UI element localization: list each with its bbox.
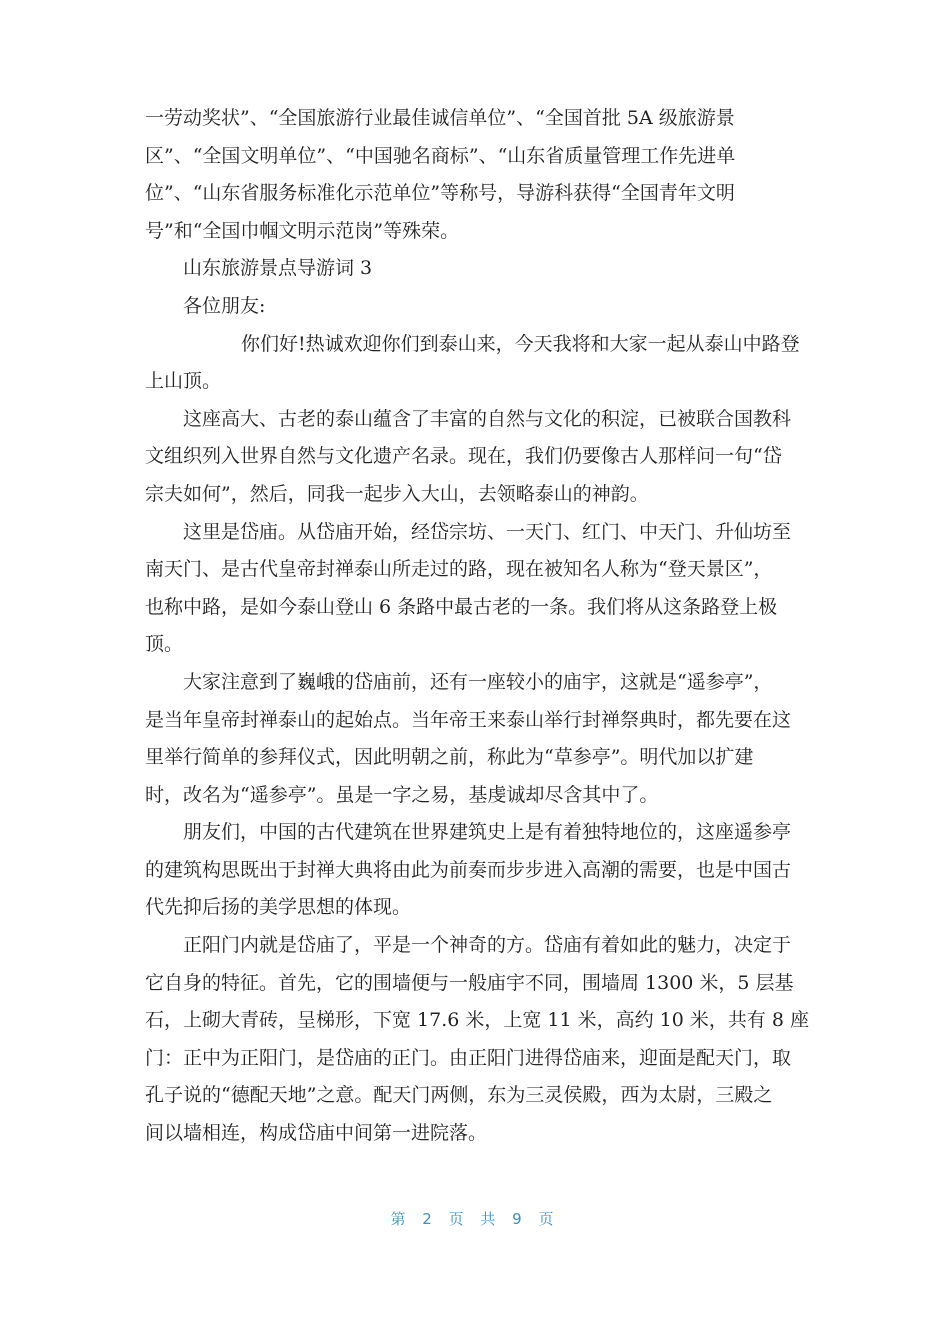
text-line: 也称中路，是如今泰山登山 6 条路中最古老的一条。我们将从这条路登上极 — [145, 595, 778, 618]
text-line: 一劳动奖状”、“全国旅游行业最佳诚信单位”、“全国首批 5A 级旅游景 — [145, 107, 735, 129]
text-line: 时，改名为“遥参亭”。虽是一字之易，基虔诚却尽含其中了。 — [145, 783, 659, 806]
text-line: 孔子说的“德配天地”之意。配天门两侧，东为三灵侯殿，西为太尉，三殿之 — [145, 1084, 773, 1107]
page-number-footer: 第 2 页 共 9 页 — [390, 1210, 560, 1228]
text-line: 间以墙相连，构成岱庙中间第一进院落。 — [145, 1122, 488, 1145]
text-line: 它自身的特征。首先，它的围墙便与一般庙宇不同，围墙周 1300 米，5 层基 — [145, 971, 794, 994]
text-line: 位”、“山东省服务标准化示范单位”等称号，导游科获得“全国青年文明 — [145, 182, 735, 205]
text-line: 上山顶。 — [145, 370, 222, 393]
body-text — [145, 100, 810, 1153]
text-line: 你们好!热诚欢迎你们到泰山来，今天我将和大家一起从泰山中路登 — [241, 332, 800, 355]
text-line: 宗夫如何”，然后，同我一起步入大山，去领略泰山的神韵。 — [145, 482, 649, 505]
text-line: 是当年皇帝封禅泰山的起始点。当年帝王来泰山举行封禅祭典时，都先要在这 — [145, 708, 792, 731]
text-line: 正阳门内就是岱庙了，平是一个神奇的方。岱庙有着如此的魅力，决定于 — [183, 934, 792, 957]
text-line: 顶。 — [145, 633, 184, 656]
text-line: 南天门、是古代皇帝封禅泰山所走过的路，现在被知名人称为“登天景区”， — [145, 558, 773, 581]
text-line: 文组织列入世界自然与文化遗产名录。现在，我们仍要像古人那样问一句“岱 — [145, 445, 782, 468]
text-line: 的建筑构思既出于封禅大典将由此为前奏而步步进入高潮的需要，也是中国古 — [145, 858, 792, 881]
text-line: 门：正中为正阳门，是岱庙的正门。由正阳门进得岱庙来，迎面是配天门，取 — [145, 1046, 792, 1069]
text-line: 代先抑后扬的美学思想的体现。 — [145, 896, 412, 919]
text-line: 这里是岱庙。从岱庙开始，经岱宗坊、一天门、红门、中天门、升仙坊至 — [183, 520, 792, 543]
section-title: 山东旅游景点导游词 3 — [183, 257, 373, 280]
text-line: 里举行简单的参拜仪式，因此明朝之前，称此为“草参亭”。明代加以扩建 — [145, 746, 754, 769]
greeting: 各位朋友: — [183, 294, 266, 317]
text-line: 石，上砌大青砖，呈梯形，下宽 17.6 米，上宽 11 米，高约 10 米，共有 8 座 — [145, 1009, 810, 1032]
text-line: 这座高大、古老的泰山蕴含了丰富的自然与文化的积淀，已被联合国教科 — [183, 407, 792, 430]
text-line: 号”和“全国巾帼文明示范岗”等殊荣。 — [145, 219, 460, 242]
text-line: 大家注意到了巍峨的岱庙前，还有一座较小的庙宇，这就是“遥参亭”， — [183, 670, 773, 693]
text-line: 区”、“全国文明单位”、“中国驰名商标”、“山东省质量管理工作先进单 — [145, 144, 736, 167]
text-line: 朋友们，中国的古代建筑在世界建筑史上是有着独特地位的，这座遥参亭 — [183, 821, 792, 844]
